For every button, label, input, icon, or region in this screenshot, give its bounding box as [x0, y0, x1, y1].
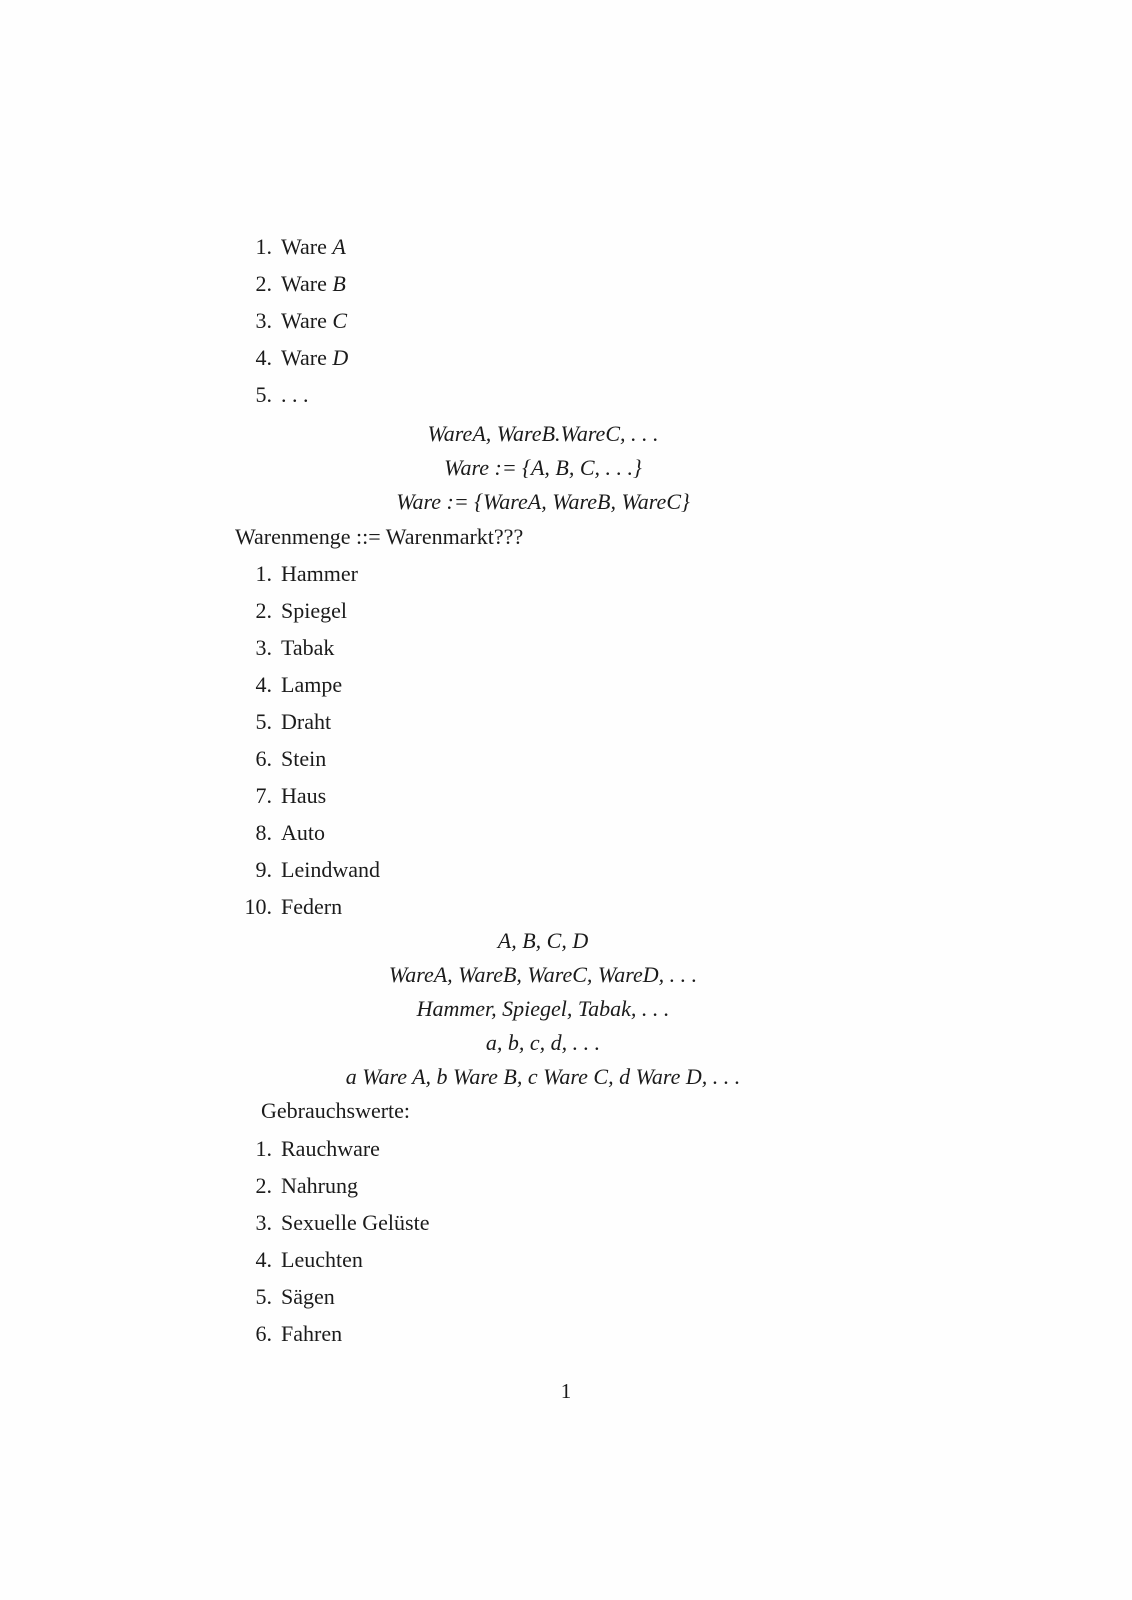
list-item-number: 1. — [255, 1136, 272, 1161]
list-item-label: Lampe — [281, 672, 343, 697]
equation-block-1 — [235, 417, 851, 519]
list-item-number: 3. — [255, 1210, 272, 1235]
list-item — [235, 1278, 429, 1315]
list-item-number: 1. — [255, 561, 272, 586]
list-item-label: Fahren — [281, 1321, 343, 1346]
list-item — [235, 1167, 429, 1204]
list-item-number: 5. — [255, 1284, 272, 1309]
equation-line: WareA, WareB, WareC, WareD, . . . — [388, 962, 698, 987]
list-item — [235, 1315, 429, 1352]
list-item — [235, 1204, 429, 1241]
equation-line: Ware := {WareA, WareB, WareC} — [396, 489, 690, 514]
list-item-number: 2. — [255, 598, 272, 623]
page-number: 1 — [560, 1379, 572, 1403]
list-item — [235, 592, 380, 629]
list-item-label: Hammer — [281, 561, 358, 586]
list-item-number: 7. — [255, 783, 272, 808]
list-item — [235, 339, 348, 376]
equation-line: a Ware A, b Ware B, c Ware C, d Ware D, . . . — [345, 1064, 741, 1089]
list-item-label: Nahrung — [281, 1173, 358, 1198]
gebrauchswerte-heading: Gebrauchswerte: — [261, 1098, 411, 1123]
list-item — [235, 851, 380, 888]
list-item — [235, 265, 348, 302]
list-item — [235, 1130, 429, 1167]
list-item-number: 2. — [255, 271, 272, 296]
list-item-number: 3. — [255, 635, 272, 660]
list-item-number: 6. — [255, 746, 272, 771]
list-item-number: 4. — [255, 345, 272, 370]
list-item-label: Stein — [281, 746, 327, 771]
equation-line: Hammer, Spiegel, Tabak, . . . — [416, 996, 670, 1021]
list-item-label: . . . — [281, 382, 309, 407]
warenmenge-paragraph: Warenmenge ::= Warenmarkt??? — [235, 524, 524, 549]
list-item-label: Draht — [281, 709, 332, 734]
list-item — [235, 814, 380, 851]
list-item-label: Ware C — [281, 308, 348, 333]
goods-list — [235, 555, 380, 925]
list-item-number: 9. — [255, 857, 272, 882]
list-item-label: Ware A — [281, 234, 346, 259]
list-item-number: 8. — [255, 820, 272, 845]
list-item-number: 1. — [255, 234, 272, 259]
list-item-label: Rauchware — [281, 1136, 380, 1161]
equation-line: WareA, WareB.WareC, . . . — [427, 421, 659, 446]
equation-line: a, b, c, d, . . . — [485, 1030, 601, 1055]
list-item — [235, 376, 348, 413]
list-item-label: Haus — [281, 783, 327, 808]
list-item — [235, 740, 380, 777]
list-item-number: 3. — [255, 308, 272, 333]
list-item — [235, 555, 380, 592]
list-item-number: 4. — [255, 1247, 272, 1272]
list-item-number: 2. — [255, 1173, 272, 1198]
list-item — [235, 1241, 429, 1278]
list-item-number: 4. — [255, 672, 272, 697]
equation-line: A, B, C, D — [497, 928, 589, 953]
list-item-label: Ware B — [281, 271, 346, 296]
list-item-label: Sägen — [281, 1284, 335, 1309]
list-item-label: Leuchten — [281, 1247, 363, 1272]
equation-line: Ware := {A, B, C, . . .} — [444, 455, 642, 480]
list-item — [235, 302, 348, 339]
list-item-label: Tabak — [281, 635, 335, 660]
equation-block-2 — [235, 924, 851, 1094]
list-item — [235, 703, 380, 740]
list-item-number: 5. — [255, 709, 272, 734]
ware-list — [235, 228, 348, 413]
list-item-number: 6. — [255, 1321, 272, 1346]
list-item — [235, 777, 380, 814]
list-item-label: Leindwand — [281, 857, 380, 882]
list-item — [235, 629, 380, 666]
list-item-label: Federn — [281, 894, 343, 919]
list-item-label: Auto — [281, 820, 325, 845]
list-item-label: Spiegel — [281, 598, 347, 623]
list-item-number: 5. — [255, 382, 272, 407]
list-item — [235, 666, 380, 703]
list-item — [235, 888, 380, 925]
list-item-label: Ware D — [281, 345, 349, 370]
list-item-number: 10. — [244, 894, 272, 919]
list-item-label: Sexuelle Gelüste — [281, 1210, 430, 1235]
uses-list — [235, 1130, 429, 1352]
list-item — [235, 228, 348, 265]
